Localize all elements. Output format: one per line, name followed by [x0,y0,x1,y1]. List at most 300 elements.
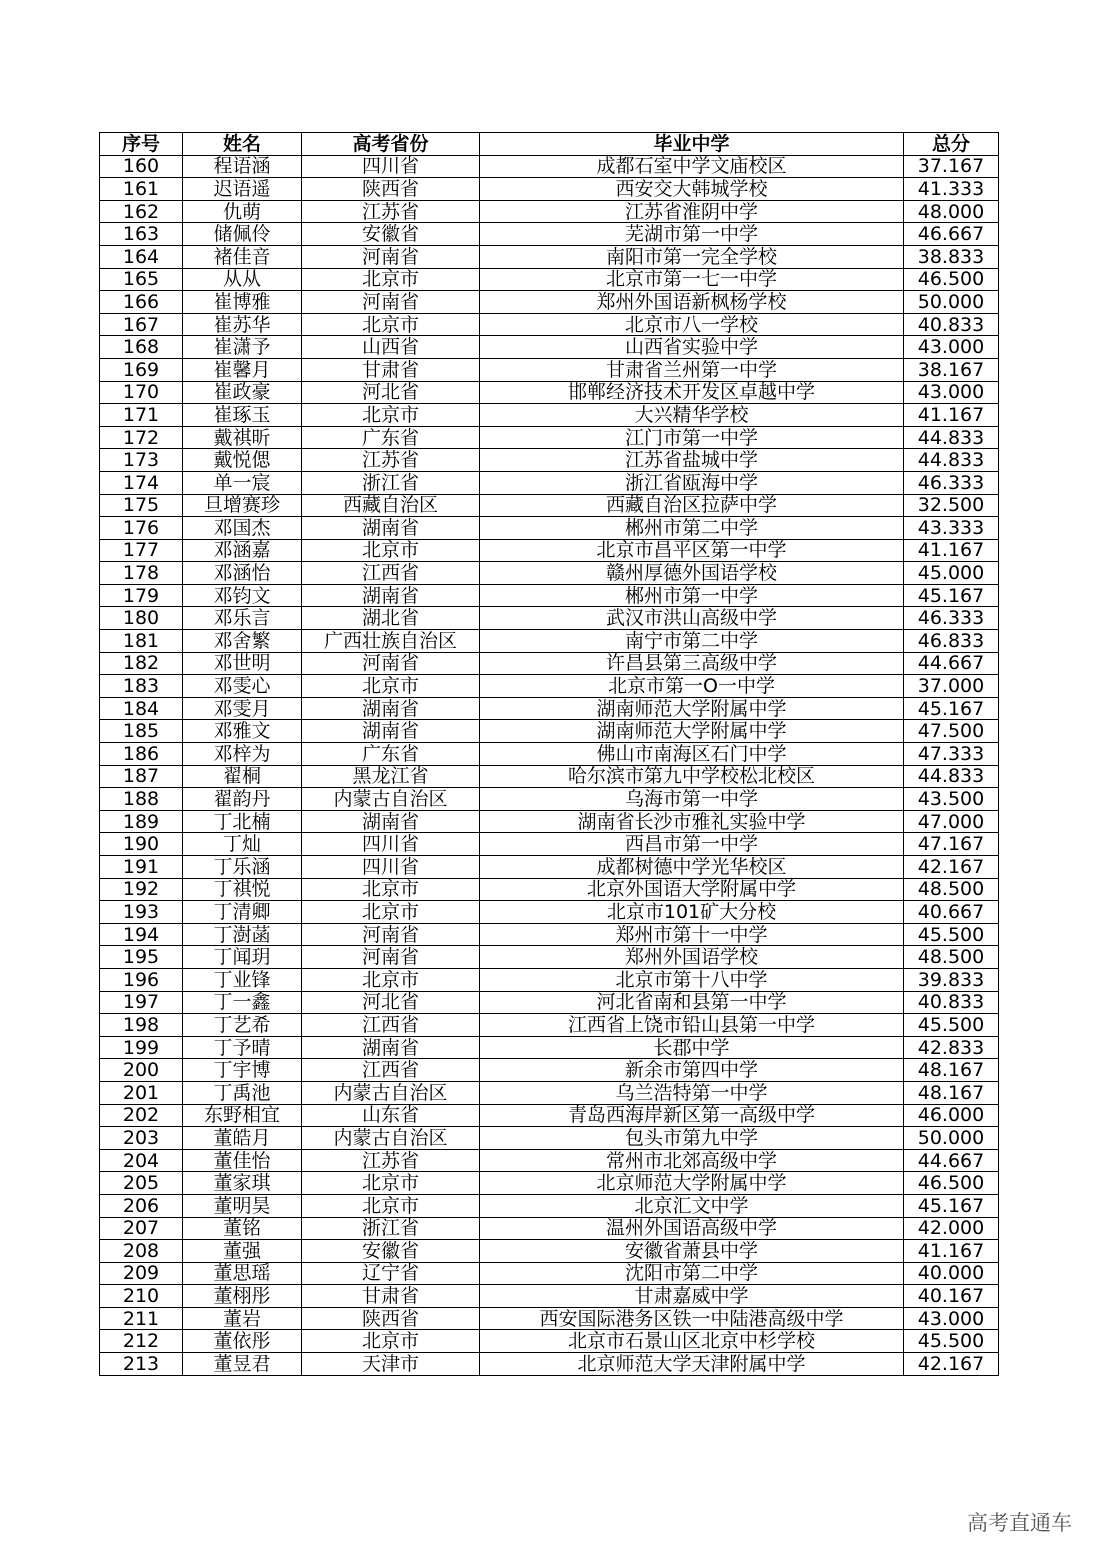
cell-index: 200 [100,1059,183,1082]
cell-name: 崔馨月 [183,358,302,381]
cell-province: 湖南省 [302,517,480,540]
cell-score: 44.833 [904,765,999,788]
table-row [100,336,999,359]
cell-school: 芜湖市第一中学 [480,223,904,246]
cell-name: 邓涵嘉 [183,539,302,562]
cell-name: 董岩 [183,1307,302,1330]
cell-index: 173 [100,449,183,472]
cell-province: 内蒙古自治区 [302,788,480,811]
cell-school: 乌兰浩特第一中学 [480,1081,904,1104]
cell-province: 河南省 [302,245,480,268]
table-row [100,878,999,901]
table-row [100,856,999,879]
cell-province: 安徽省 [302,1240,480,1263]
table-row [100,1172,999,1195]
cell-score: 45.500 [904,1014,999,1037]
cell-name: 崔博雅 [183,291,302,314]
cell-province: 湖南省 [302,810,480,833]
cell-name: 崔潇予 [183,336,302,359]
cell-name: 董昱君 [183,1353,302,1376]
cell-index: 171 [100,404,183,427]
table-row [100,1330,999,1353]
cell-province: 浙江省 [302,1217,480,1240]
cell-province: 北京市 [302,675,480,698]
cell-school: 郑州外国语新枫杨学校 [480,291,904,314]
cell-school: 郑州市第十一中学 [480,923,904,946]
cell-name: 董强 [183,1240,302,1263]
cell-school: 甘肃嘉威中学 [480,1285,904,1308]
cell-school: 赣州厚德外国语学校 [480,562,904,585]
cell-name: 褚佳音 [183,245,302,268]
cell-school: 青岛西海岸新区第一高级中学 [480,1104,904,1127]
table-row [100,223,999,246]
table-row [100,268,999,291]
cell-name: 旦增赛珍 [183,494,302,517]
cell-name: 迟语遥 [183,178,302,201]
table-row [100,788,999,811]
cell-score: 45.167 [904,584,999,607]
table-row [100,1194,999,1217]
table-row [100,743,999,766]
cell-index: 196 [100,968,183,991]
cell-province: 河南省 [302,946,480,969]
header-province: 高考省份 [302,133,480,156]
cell-score: 40.833 [904,991,999,1014]
cell-score: 40.667 [904,901,999,924]
cell-province: 内蒙古自治区 [302,1081,480,1104]
table-row [100,968,999,991]
cell-school: 新余市第四中学 [480,1059,904,1082]
header-name: 姓名 [183,133,302,156]
cell-province: 河北省 [302,991,480,1014]
cell-name: 丁业锋 [183,968,302,991]
cell-index: 175 [100,494,183,517]
cell-index: 209 [100,1262,183,1285]
cell-province: 北京市 [302,1172,480,1195]
cell-score: 41.333 [904,178,999,201]
header-row [100,133,999,156]
cell-school: 北京师范大学天津附属中学 [480,1353,904,1376]
cell-index: 160 [100,155,183,178]
cell-school: 温州外国语高级中学 [480,1217,904,1240]
cell-school: 西安交大韩城学校 [480,178,904,201]
table-row [100,1059,999,1082]
cell-province: 江西省 [302,1014,480,1037]
cell-province: 江苏省 [302,449,480,472]
cell-score: 46.500 [904,1172,999,1195]
table-row [100,1036,999,1059]
table-body [100,155,999,1375]
cell-name: 从从 [183,268,302,291]
cell-index: 213 [100,1353,183,1376]
cell-score: 45.167 [904,697,999,720]
cell-score: 38.833 [904,245,999,268]
cell-index: 199 [100,1036,183,1059]
cell-index: 211 [100,1307,183,1330]
cell-index: 212 [100,1330,183,1353]
cell-school: 包头市第九中学 [480,1127,904,1150]
cell-score: 42.000 [904,1217,999,1240]
cell-score: 47.000 [904,810,999,833]
cell-name: 邓涵怡 [183,562,302,585]
table-row [100,449,999,472]
cell-school: 常州市北郊高级中学 [480,1149,904,1172]
cell-school: 成都石室中学文庙校区 [480,155,904,178]
cell-score: 37.000 [904,675,999,698]
cell-score: 43.500 [904,788,999,811]
table-row [100,1240,999,1263]
cell-index: 170 [100,381,183,404]
cell-index: 162 [100,200,183,223]
cell-score: 41.167 [904,1240,999,1263]
cell-province: 江苏省 [302,200,480,223]
cell-province: 甘肃省 [302,358,480,381]
cell-index: 179 [100,584,183,607]
cell-index: 198 [100,1014,183,1037]
cell-index: 163 [100,223,183,246]
cell-province: 江西省 [302,562,480,585]
table-row [100,562,999,585]
cell-score: 43.000 [904,1307,999,1330]
cell-name: 崔苏华 [183,313,302,336]
cell-name: 单一宸 [183,471,302,494]
cell-index: 186 [100,743,183,766]
cell-score: 43.333 [904,517,999,540]
table-row [100,291,999,314]
cell-school: 北京市第十八中学 [480,968,904,991]
cell-school: 江苏省淮阴中学 [480,200,904,223]
cell-score: 45.167 [904,1194,999,1217]
cell-province: 广西壮族自治区 [302,630,480,653]
cell-score: 41.167 [904,539,999,562]
table-row [100,313,999,336]
cell-school: 大兴精华学校 [480,404,904,427]
cell-school: 郴州市第一中学 [480,584,904,607]
watermark-text: 高考直通车 [967,1511,1072,1535]
table-row [100,901,999,924]
table-row [100,720,999,743]
cell-province: 四川省 [302,833,480,856]
cell-school: 西安国际港务区铁一中陆港高级中学 [480,1307,904,1330]
cell-score: 46.833 [904,630,999,653]
cell-name: 邓乐言 [183,607,302,630]
cell-index: 188 [100,788,183,811]
cell-score: 48.500 [904,946,999,969]
table-row [100,245,999,268]
cell-school: 北京市八一学校 [480,313,904,336]
cell-index: 177 [100,539,183,562]
cell-score: 44.667 [904,652,999,675]
cell-name: 董皓月 [183,1127,302,1150]
cell-school: 江门市第一中学 [480,426,904,449]
cell-province: 黑龙江省 [302,765,480,788]
cell-province: 北京市 [302,1330,480,1353]
cell-school: 湖南师范大学附属中学 [480,697,904,720]
cell-name: 仇萌 [183,200,302,223]
cell-school: 江苏省盐城中学 [480,449,904,472]
cell-score: 46.500 [904,268,999,291]
cell-school: 成都树德中学光华校区 [480,856,904,879]
table-row [100,765,999,788]
table-row [100,517,999,540]
cell-province: 安徽省 [302,223,480,246]
cell-school: 西昌市第一中学 [480,833,904,856]
cell-name: 丁澍菡 [183,923,302,946]
cell-school: 河北省南和县第一中学 [480,991,904,1014]
cell-province: 北京市 [302,268,480,291]
cell-province: 江西省 [302,1059,480,1082]
cell-score: 50.000 [904,291,999,314]
cell-province: 西藏自治区 [302,494,480,517]
cell-name: 戴悦偲 [183,449,302,472]
table-row [100,810,999,833]
score-table [99,132,999,1376]
cell-school: 郴州市第二中学 [480,517,904,540]
cell-name: 翟韵丹 [183,788,302,811]
cell-index: 183 [100,675,183,698]
cell-name: 邓梓为 [183,743,302,766]
cell-name: 丁清卿 [183,901,302,924]
cell-name: 储佩伶 [183,223,302,246]
cell-school: 哈尔滨市第九中学校松北校区 [480,765,904,788]
cell-province: 江苏省 [302,1149,480,1172]
table-row [100,381,999,404]
cell-name: 董明昊 [183,1194,302,1217]
cell-school: 北京师范大学附属中学 [480,1172,904,1195]
cell-school: 北京市第一七一中学 [480,268,904,291]
cell-province: 河南省 [302,291,480,314]
table-row [100,584,999,607]
cell-index: 207 [100,1217,183,1240]
cell-index: 203 [100,1127,183,1150]
cell-score: 44.833 [904,449,999,472]
table-row [100,426,999,449]
cell-index: 195 [100,946,183,969]
cell-province: 山西省 [302,336,480,359]
header-score: 总分 [904,133,999,156]
table-row [100,178,999,201]
table-row [100,155,999,178]
cell-name: 丁一鑫 [183,991,302,1014]
cell-name: 东野相宜 [183,1104,302,1127]
cell-province: 四川省 [302,856,480,879]
table-row [100,652,999,675]
cell-score: 40.167 [904,1285,999,1308]
cell-province: 河北省 [302,381,480,404]
cell-score: 42.167 [904,1353,999,1376]
table-row [100,539,999,562]
cell-name: 邓钧文 [183,584,302,607]
cell-province: 北京市 [302,313,480,336]
cell-name: 董佳怡 [183,1149,302,1172]
cell-score: 47.333 [904,743,999,766]
cell-province: 北京市 [302,539,480,562]
cell-score: 45.500 [904,923,999,946]
header-school: 毕业中学 [480,133,904,156]
cell-school: 山西省实验中学 [480,336,904,359]
cell-school: 湖南师范大学附属中学 [480,720,904,743]
cell-index: 166 [100,291,183,314]
cell-score: 48.000 [904,200,999,223]
cell-school: 湖南省长沙市雅礼实验中学 [480,810,904,833]
cell-name: 丁灿 [183,833,302,856]
table-row [100,923,999,946]
cell-index: 176 [100,517,183,540]
table-row [100,607,999,630]
cell-score: 46.333 [904,607,999,630]
cell-score: 40.833 [904,313,999,336]
cell-school: 南宁市第二中学 [480,630,904,653]
cell-name: 崔政豪 [183,381,302,404]
cell-index: 164 [100,245,183,268]
cell-province: 广东省 [302,743,480,766]
table-row [100,833,999,856]
cell-province: 北京市 [302,968,480,991]
cell-index: 180 [100,607,183,630]
cell-school: 许昌县第三高级中学 [480,652,904,675]
cell-score: 44.667 [904,1149,999,1172]
cell-school: 北京市101矿大分校 [480,901,904,924]
cell-name: 董思瑶 [183,1262,302,1285]
cell-index: 168 [100,336,183,359]
cell-index: 184 [100,697,183,720]
cell-index: 161 [100,178,183,201]
cell-score: 47.500 [904,720,999,743]
cell-score: 48.500 [904,878,999,901]
cell-name: 程语涵 [183,155,302,178]
cell-school: 西藏自治区拉萨中学 [480,494,904,517]
cell-index: 178 [100,562,183,585]
table-row [100,200,999,223]
cell-school: 北京市石景山区北京中杉学校 [480,1330,904,1353]
table-row [100,1285,999,1308]
cell-province: 陕西省 [302,178,480,201]
cell-name: 翟桐 [183,765,302,788]
table-row [100,494,999,517]
cell-index: 190 [100,833,183,856]
cell-province: 广东省 [302,426,480,449]
cell-name: 丁禹池 [183,1081,302,1104]
cell-score: 43.000 [904,381,999,404]
cell-index: 165 [100,268,183,291]
cell-index: 201 [100,1081,183,1104]
cell-province: 陕西省 [302,1307,480,1330]
cell-school: 郑州外国语学校 [480,946,904,969]
cell-score: 48.167 [904,1059,999,1082]
cell-province: 湖南省 [302,697,480,720]
cell-name: 邓雯月 [183,697,302,720]
cell-score: 38.167 [904,358,999,381]
cell-index: 205 [100,1172,183,1195]
cell-name: 董依彤 [183,1330,302,1353]
cell-school: 长郡中学 [480,1036,904,1059]
cell-name: 董家琪 [183,1172,302,1195]
cell-score: 46.333 [904,471,999,494]
cell-province: 天津市 [302,1353,480,1376]
cell-name: 丁予晴 [183,1036,302,1059]
cell-school: 北京外国语大学附属中学 [480,878,904,901]
cell-school: 甘肃省兰州第一中学 [480,358,904,381]
cell-school: 乌海市第一中学 [480,788,904,811]
table-row [100,630,999,653]
cell-name: 丁艺希 [183,1014,302,1037]
cell-index: 181 [100,630,183,653]
cell-score: 46.667 [904,223,999,246]
cell-index: 208 [100,1240,183,1263]
cell-school: 北京汇文中学 [480,1194,904,1217]
cell-index: 202 [100,1104,183,1127]
cell-province: 内蒙古自治区 [302,1127,480,1150]
cell-province: 北京市 [302,1194,480,1217]
cell-name: 丁乐涵 [183,856,302,879]
cell-score: 46.000 [904,1104,999,1127]
cell-index: 210 [100,1285,183,1308]
cell-index: 193 [100,901,183,924]
table-row [100,946,999,969]
cell-name: 董铭 [183,1217,302,1240]
cell-score: 42.167 [904,856,999,879]
cell-name: 邓雅文 [183,720,302,743]
cell-school: 北京市第一O一中学 [480,675,904,698]
cell-name: 邓世明 [183,652,302,675]
cell-school: 南阳市第一完全学校 [480,245,904,268]
cell-name: 邓雯心 [183,675,302,698]
cell-province: 甘肃省 [302,1285,480,1308]
table-row [100,1149,999,1172]
cell-province: 河南省 [302,923,480,946]
cell-index: 192 [100,878,183,901]
cell-score: 39.833 [904,968,999,991]
table-row [100,1262,999,1285]
cell-score: 32.500 [904,494,999,517]
cell-index: 189 [100,810,183,833]
table-row [100,1127,999,1150]
table-row [100,358,999,381]
cell-province: 湖南省 [302,584,480,607]
cell-score: 50.000 [904,1127,999,1150]
cell-name: 丁宇博 [183,1059,302,1082]
cell-name: 崔琢玉 [183,404,302,427]
table-row [100,404,999,427]
cell-index: 182 [100,652,183,675]
cell-school: 安徽省萧县中学 [480,1240,904,1263]
cell-province: 辽宁省 [302,1262,480,1285]
cell-name: 邓国杰 [183,517,302,540]
cell-score: 45.500 [904,1330,999,1353]
cell-name: 邓舍繁 [183,630,302,653]
cell-score: 45.000 [904,562,999,585]
cell-score: 42.833 [904,1036,999,1059]
header-index: 序号 [100,133,183,156]
cell-index: 204 [100,1149,183,1172]
cell-province: 河南省 [302,652,480,675]
table-row [100,1014,999,1037]
cell-score: 37.167 [904,155,999,178]
cell-province: 北京市 [302,878,480,901]
table-row [100,1217,999,1240]
cell-index: 174 [100,471,183,494]
cell-province: 湖南省 [302,720,480,743]
cell-score: 40.000 [904,1262,999,1285]
cell-index: 187 [100,765,183,788]
cell-province: 四川省 [302,155,480,178]
table-row [100,1353,999,1376]
cell-index: 194 [100,923,183,946]
cell-name: 丁祺悦 [183,878,302,901]
table-row [100,1104,999,1127]
cell-school: 邯郸经济技术开发区卓越中学 [480,381,904,404]
table-row [100,1307,999,1330]
